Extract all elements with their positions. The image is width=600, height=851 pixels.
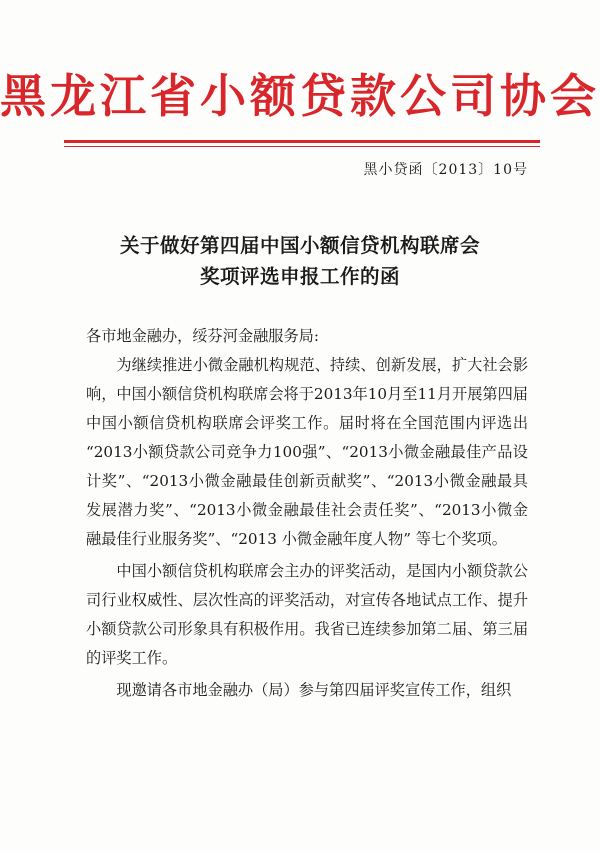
body-paragraph-2: 中国小额信贷机构联席会主办的评奖活动，是国内小额贷款公司行业权威性、层次性高的评奖活动，对宣传各地试点工作、提升小额贷款公司形象具有积极作用。我省已连续参加第二届、第三届的评奖工作。 [86, 562, 528, 667]
body-paragraph-1: 为继续推进小微金融机构规范、持续、创新发展，扩大社会影响，中国小额信贷机构联席会将于2013年10月至11月开展第四届中国小额信贷机构联席会评奖工作。届时将在全国范围内评选出 “2013小额贷款公司竞争力100强”、“2013小微金融最佳产品设计奖”、“2013小微金融最佳创新贡献奖”、“2013小微金融最具发展潜力奖”、“2013小微金融最佳社会责任奖”、“2013小微金融最佳行业服务奖”、“2013 小微金融年度人物” 等七个奖项。 [86, 356, 528, 548]
document-title-line-1: 关于做好第四届中国小额信贷机构联席会 [119, 234, 480, 257]
letterhead-org-name: 黑龙江省小额贷款公司协会 [0, 69, 600, 123]
document-number: 黑小贷函〔2013〕10号 [363, 162, 528, 178]
body-paragraph-3: 现邀请各市地金融办（局）参与第四届评奖宣传工作，组织 [116, 681, 512, 699]
salutation: 各市地金融办，绥芬河金融服务局: [86, 327, 319, 345]
letterhead-rule-thin [64, 146, 540, 147]
letterhead-rule-thick [64, 140, 540, 143]
document-body [86, 322, 528, 705]
document-title-line-2: 奖项评选申报工作的函 [199, 265, 400, 288]
